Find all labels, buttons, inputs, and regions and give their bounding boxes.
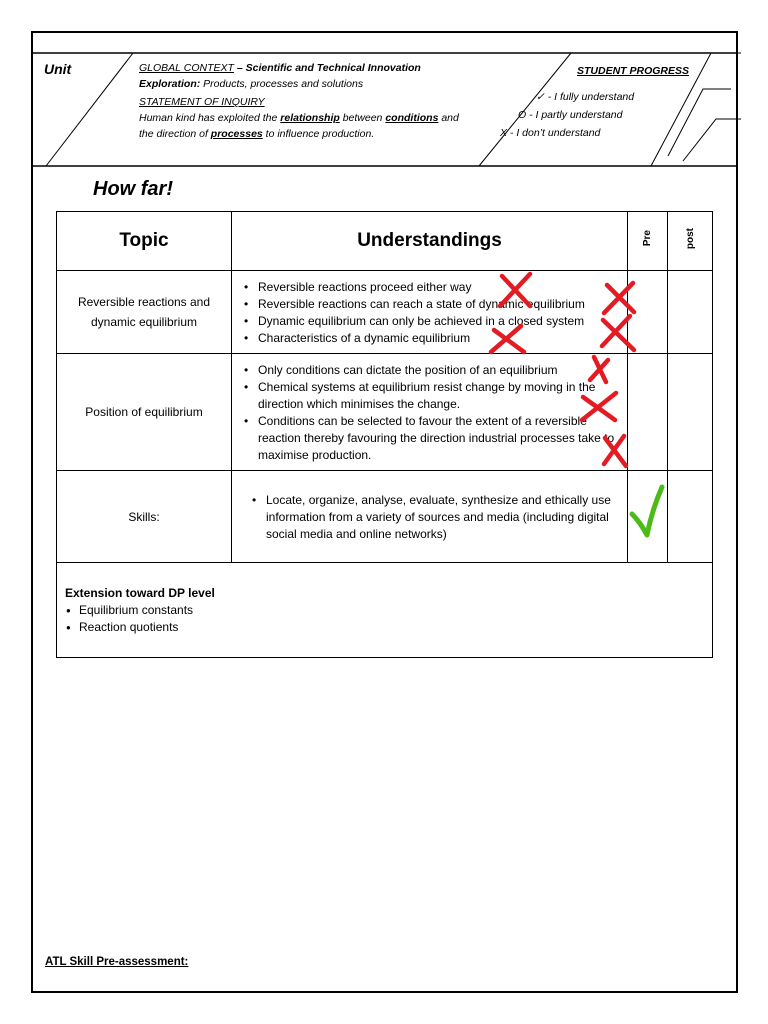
table-row <box>57 354 713 471</box>
post-cell[interactable] <box>668 271 713 354</box>
statement-of-inquiry-title: STATEMENT OF INQUIRY <box>139 96 265 108</box>
unit-label: Unit <box>44 61 72 77</box>
table-header-row <box>57 212 713 271</box>
header-pre-label: Pre <box>642 230 653 247</box>
table-row <box>57 471 713 563</box>
atl-pre-assessment-title: ATL Skill Pre-assessment: <box>45 956 189 968</box>
understandings-table <box>56 211 713 658</box>
list-item: ● Reaction quotients <box>65 619 704 636</box>
header-post-label: post <box>684 227 696 250</box>
list-item: • Only conditions can dictate the position of an equilibrium <box>242 362 619 379</box>
list-item: • Reversible reactions proceed either way <box>242 279 619 296</box>
list-item: ● Equilibrium constants <box>65 602 704 619</box>
list-item: • Chemical systems at equilibrium resist change by moving in the direction which minimises the change. <box>242 379 619 413</box>
post-cell[interactable] <box>668 354 713 471</box>
exploration-line <box>139 76 489 92</box>
statement-keyword-processes: processes <box>210 128 263 140</box>
statement-keyword-conditions: conditions <box>385 112 439 124</box>
student-progress-legend <box>500 88 634 142</box>
pre-cell[interactable] <box>628 271 668 354</box>
statement-text: between <box>339 112 386 124</box>
extension-cell <box>57 563 713 658</box>
pre-cell[interactable] <box>628 471 668 563</box>
header-pre <box>628 212 668 271</box>
statement-text: Human kind has exploited the <box>139 112 281 124</box>
global-context-line <box>139 60 489 76</box>
legend-item-dont: X - I don’t understand <box>500 127 601 139</box>
header-topic: Topic <box>57 212 232 271</box>
extension-row <box>57 563 713 658</box>
list-item: • Conditions can be selected to favour the extent of a reversible reaction thereby favouring the direction industrial processes take to maximise production. <box>242 413 619 464</box>
pre-cell[interactable] <box>628 354 668 471</box>
understandings-cell <box>232 354 628 471</box>
header-post <box>668 212 713 271</box>
list-item: • Characteristics of a dynamic equilibrium <box>242 330 619 347</box>
exploration-label: Exploration: <box>139 78 201 90</box>
global-context-block <box>139 60 489 142</box>
statement-line-1 <box>139 110 489 126</box>
extension-title: Extension toward DP level <box>65 586 215 600</box>
header-understandings: Understandings <box>232 212 628 271</box>
student-progress-title: STUDENT PROGRESS <box>577 65 690 77</box>
statement-text: and <box>438 112 459 124</box>
statement-line-2 <box>139 126 489 142</box>
understandings-cell <box>232 271 628 354</box>
table-row <box>57 271 713 354</box>
topic-cell: Position of equilibrium <box>57 354 232 471</box>
legend-item-fully: ✓ - I fully understand <box>536 91 635 103</box>
post-cell[interactable] <box>668 471 713 563</box>
legend-item-partly: O - I partly understand <box>518 109 623 121</box>
global-context-value: – Scientific and Technical Innovation <box>233 62 421 74</box>
list-item: • Dynamic equilibrium can only be achieved in a closed system <box>242 313 619 330</box>
list-item: • Locate, organize, analyse, evaluate, synthesize and ethically use information from a variety of sources and media (including digital social media and online networks) <box>250 492 619 543</box>
global-context-label: GLOBAL CONTEXT <box>139 62 234 74</box>
understandings-cell <box>232 471 628 563</box>
statement-text: the direction of <box>139 128 211 140</box>
topic-cell: Skills: <box>57 471 232 563</box>
statement-keyword-relationship: relationship <box>280 112 340 124</box>
how-far-heading: How far! <box>93 178 173 200</box>
list-item: • Reversible reactions can reach a state of dynamic equilibrium <box>242 296 619 313</box>
statement-text: to influence production. <box>262 128 375 140</box>
topic-cell: Reversible reactions and dynamic equilibrium <box>57 271 232 354</box>
exploration-value: Products, processes and solutions <box>200 78 364 90</box>
